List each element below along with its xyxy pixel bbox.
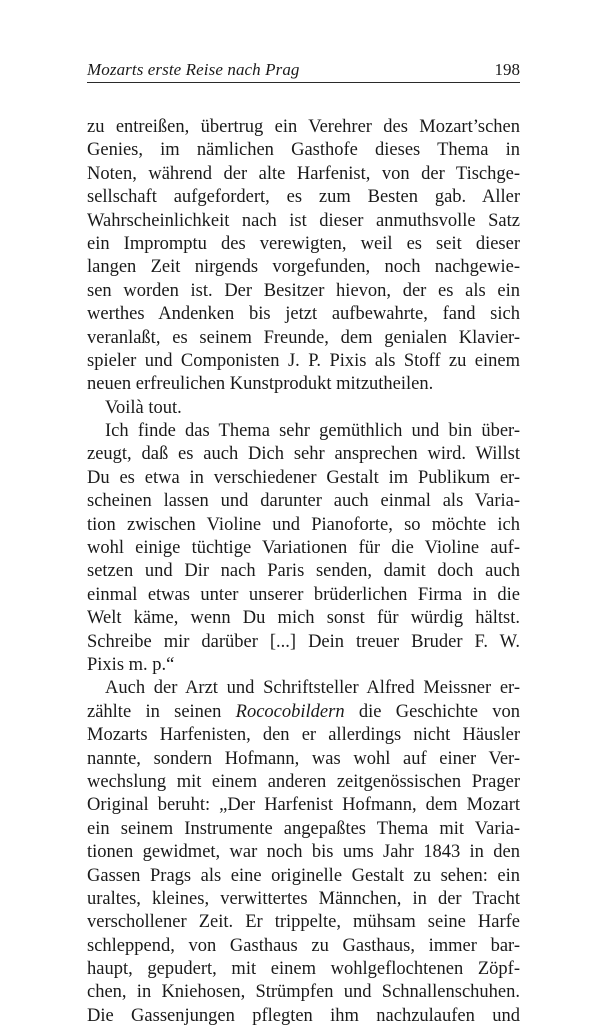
header-rule (87, 82, 520, 83)
text-line: scheinen lassen und darunter auch einmal als Varia- (87, 491, 520, 512)
text-line: Wahrscheinlichkeit nach ist dieser anmuthsvolle Satz (87, 210, 520, 231)
text-segment: die Geschichte von (344, 701, 520, 722)
text-line: Genies, im nämlichen Gasthofe dieses Thema in (87, 140, 520, 161)
text-line: wohl einige tüchtige Variationen für die Violine auf- (87, 538, 520, 559)
text-segment: zählte in seinen (87, 701, 236, 722)
text-line: neuen erfreulichen Kunstprodukt mitzutheilen. (87, 374, 434, 395)
running-head (87, 60, 520, 82)
text-line: Die Gassenjungen pflegten ihm nachzulaufen und (87, 1005, 520, 1026)
text-line (87, 701, 520, 724)
text-line: verschollener Zeit. Er trippelte, mühsam seine Harfe (87, 912, 520, 933)
text-line: zeugt, daß es auch Dich sehr ansprechen wird. Willst (87, 444, 520, 465)
text-line: schleppend, von Gasthaus zu Gasthaus, immer bar- (87, 935, 520, 956)
text-line: Schreibe mir darüber [...] Dein treuer Bruder F. W. (87, 631, 520, 652)
text-line: veranlaßt, es seinem Freunde, dem genialen Klavier- (87, 327, 520, 348)
text-line: Original beruht: „Der Harfenist Hofmann, dem Mozart (87, 795, 520, 816)
running-title: Mozarts erste Reise nach Prag (87, 60, 300, 79)
text-line: zu entreißen, übertrug ein Verehrer des Mozart’schen (87, 117, 520, 137)
body-text (87, 116, 520, 1028)
text-line: langen Zeit nirgends vorgefunden, noch nachgewie- (87, 257, 520, 278)
text-line: Du es etwa in verschiedener Gestalt im Publikum er- (87, 467, 520, 488)
text-line: sen worden ist. Der Besitzer hievon, der es als ein (87, 280, 520, 301)
book-title-italic: Rococobildern (235, 701, 345, 722)
text-line: Mozarts Harfenisten, den er allerdings nicht Häusler (87, 725, 520, 746)
page-number: 198 (494, 60, 520, 79)
text-line: Pixis m. p.“ (87, 654, 175, 675)
text-line: setzen und Dir nach Paris senden, damit doch auch (87, 561, 520, 582)
text-line: wechslung mit einem anderen zeitgenössischen Prager (87, 771, 520, 792)
text-line: Noten, während der alte Harfenist, von der Tischge- (87, 163, 520, 184)
text-line: ein Impromptu des verewigten, weil es seit dieser (87, 233, 520, 254)
text-line: ein seinem Instrumente angepaßtes Thema mit Varia- (87, 818, 520, 839)
text-line: werthes Andenken bis jetzt aufbewahrte, fand sich (87, 304, 520, 325)
text-line: nannte, sondern Hofmann, was wohl auf einer Ver- (87, 748, 520, 769)
text-line: haupt, gepudert, mit einem wohlgeflochtenen Zöpf- (87, 959, 520, 980)
text-line: tion zwischen Violine und Pianoforte, so möchte ich (87, 514, 520, 535)
text-line: Ich finde das Thema sehr gemüthlich und bin über- (105, 421, 520, 442)
text-line: einmal etwas unter unserer brüderlichen Firma in die (87, 584, 520, 605)
text-line: Gassen Prags als eine originelle Gestalt zu sehen: ein (87, 865, 520, 886)
text-line: tionen gewidmet, war noch bis ums Jahr 1843 in den (87, 842, 520, 863)
text-line: Auch der Arzt und Schriftsteller Alfred Meissner er- (105, 678, 520, 699)
text-line: spieler und Componisten J. P. Pixis als Stoff zu einem (87, 350, 520, 371)
text-line: Welt käme, wenn Du mich sonst für würdig hältst. (87, 608, 520, 629)
text-line: sellschaft aufgefordert, es zum Besten gab. Aller (87, 187, 520, 208)
text-line: chen, in Kniehosen, Strümpfen und Schnallenschuhen. (87, 982, 520, 1003)
text-line: Voilà tout. (105, 397, 182, 418)
text-line: uraltes, kleines, verwittertes Männchen, in der Tracht (87, 888, 520, 909)
